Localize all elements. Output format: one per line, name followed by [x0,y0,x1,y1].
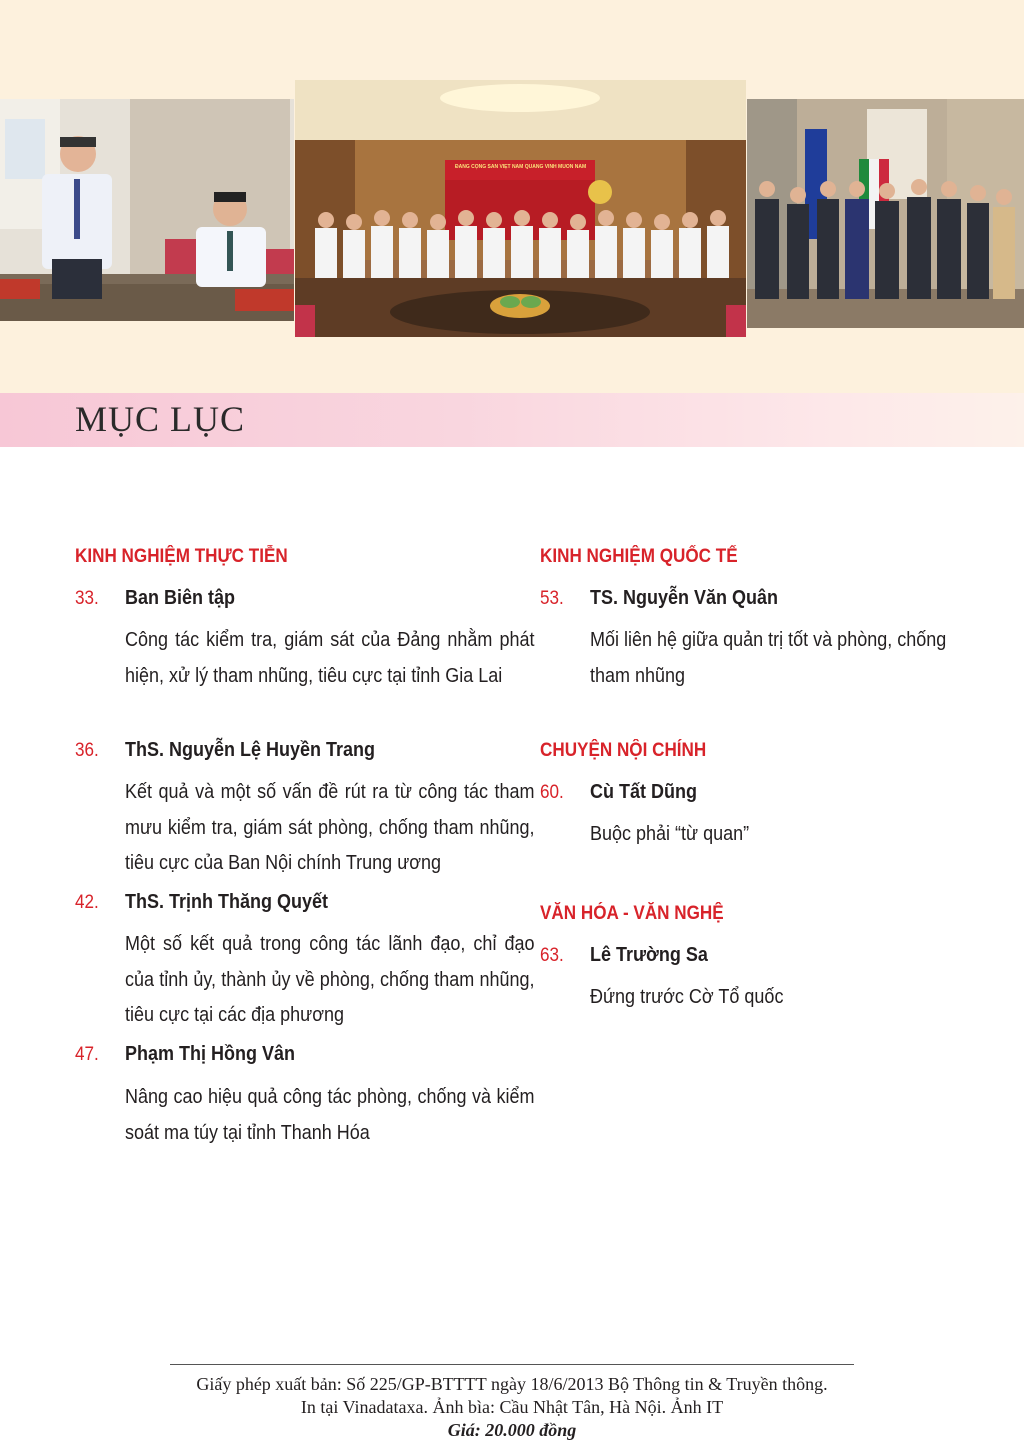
entry-author: Cù Tất Dũng [590,781,697,803]
entry-title: Nâng cao hiệu quả công tác phòng, chống và kiểm soát ma túy tại tỉnh Thanh Hóa [125,1086,535,1144]
entry-author: TS. Nguyễn Văn Quân [590,587,779,609]
footer-price: Giá: 20.000 đồng [447,1420,577,1440]
section-heading: KINH NGHIỆM QUỐC TẾ [540,546,738,567]
footer-divider [170,1364,854,1365]
entry-title: Một số kết quả trong công tác lãnh đạo, chỉ đạo của tỉnh ủy, thành ủy về phòng, chống tham nhũng, tiêu cực tại các địa phương [125,933,535,1026]
section-heading: VĂN HÓA - VĂN NGHỆ [540,903,724,924]
photo-meeting-speaker [0,99,294,321]
entry-title: Công tác kiểm tra, giám sát của Đảng nhằm phát hiện, xử lý tham nhũng, tiêu cực tại tỉnh Gia Lai [125,629,535,687]
entry-page-number: 33. [75,588,99,609]
footer-printing: In tại Vinadataxa. Ảnh bìa: Cầu Nhật Tân, Hà Nội. Ảnh IT [300,1397,724,1417]
entry-author: ThS. Trịnh Thăng Quyết [125,891,329,913]
entry-author: Lê Trường Sa [590,944,708,966]
section-heading: KINH NGHIỆM THỰC TIỄN [75,546,288,567]
photo-delegation-flags [747,99,1024,328]
entry-page-number: 63. [540,945,564,966]
meeting-photo-illustration [0,99,294,321]
entry-page-number: 42. [75,892,99,913]
group-photo-illustration [295,80,746,337]
entry-author: ThS. Nguyễn Lệ Huyền Trang [125,739,376,761]
delegation-photo-illustration [747,99,1024,328]
entry-page-number: 53. [540,588,564,609]
entry-title: Buộc phải “từ quan” [590,823,750,845]
entry-title: Mối liên hệ giữa quản trị tốt và phòng, chống tham nhũng [590,629,947,687]
entry-author: Ban Biên tập [125,587,236,609]
entry-page-number: 47. [75,1044,99,1065]
banner-slogan: ĐẢNG CỘNG SẢN VIỆT NAM QUANG VINH MUÔN NĂM [455,164,587,170]
entry-author: Phạm Thị Hồng Vân [125,1043,296,1065]
footer-license: Giấy phép xuất bản: Số 225/GP-BTTTT ngày 18/6/2013 Bộ Thông tin & Truyền thông. [196,1374,828,1394]
entry-title: Kết quả và một số vấn đề rút ra từ công tác tham mưu kiểm tra, giám sát phòng, chống tham nhũng, tiêu cực của Ban Nội chính Trung ương [125,781,535,874]
entry-title: Đứng trước Cờ Tổ quốc [590,986,784,1008]
section-heading: CHUYỆN NỘI CHÍNH [540,740,707,761]
entry-page-number: 60. [540,782,564,803]
entry-page-number: 36. [75,740,99,761]
photo-group-hall [295,80,746,337]
page-title: MỤC LỤC [75,399,246,439]
